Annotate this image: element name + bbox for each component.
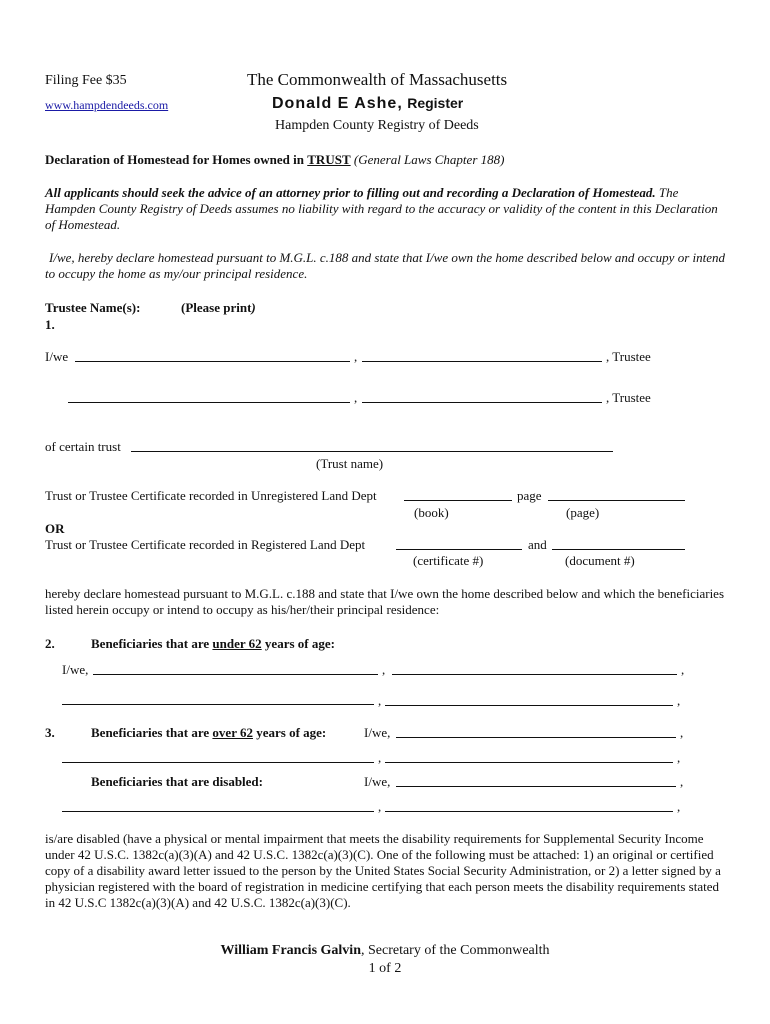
section-3-label-pre: Beneficiaries that are — [91, 725, 210, 740]
section-2-label — [91, 636, 335, 652]
section-3-label — [91, 725, 326, 741]
register-name: Donald E Ashe, — [272, 95, 403, 112]
document-field[interactable] — [552, 538, 685, 550]
trustee-3-field[interactable] — [68, 391, 350, 403]
under62-comma-2: , — [681, 662, 685, 677]
certificate-caption: (certificate #) — [413, 553, 484, 568]
please-print — [181, 300, 256, 316]
trustee-1-field[interactable] — [75, 350, 350, 362]
disabled-iwe: I/we, — [364, 774, 391, 789]
under62-field-4[interactable] — [385, 694, 673, 706]
commonwealth-title: The Commonwealth of Massachusetts — [247, 70, 508, 89]
title-trust-word: TRUST — [307, 152, 351, 167]
register-heading — [272, 95, 463, 113]
trustee-label: Trustee Name(s): — [45, 300, 141, 315]
trustee-number: 1. — [45, 317, 55, 332]
disabled-comma-2: , — [378, 799, 382, 814]
document-title — [45, 152, 504, 168]
website-link[interactable]: www.hampdendeeds.com — [45, 98, 169, 112]
trustee-2-field[interactable] — [362, 350, 602, 362]
and-word: and — [528, 537, 547, 552]
title-law-ref: (General Laws Chapter 188) — [353, 152, 505, 167]
or-label: OR — [45, 521, 65, 536]
page-word: page — [517, 488, 542, 503]
over62-field-1[interactable] — [396, 726, 676, 738]
book-caption: (book) — [414, 505, 449, 520]
section-2-iwe: I/we, — [62, 662, 89, 677]
please-print-text: (Please print — [181, 300, 252, 315]
disabled-field-3[interactable] — [385, 800, 673, 812]
section-3-label-post: years of age: — [256, 725, 327, 740]
over62-comma-2: , — [378, 750, 382, 765]
disability-requirements: is/are disabled (have a physical or mental impairment that meets the disability requirements for Supplemental Security Income under 42 U.S.C. 1382c(a)(3)(A) and 42 U.S.C. 1382c(a)(3)(C). One of the following must be attached: 1) an original or certified copy of a disability award letter issued to the person by the United States Social Security Administration, or 2) a letter signed by a physician registered with the board of registration in medicine certifying that each person meets the disability requirements stated in 42 U.S.C 1382c(a)(3)(A) and 42 U.S.C. 1382c(a)(3)(C). — [45, 831, 721, 910]
trustee-4-field[interactable] — [362, 391, 602, 403]
trust-name-caption: (Trust name) — [316, 456, 384, 471]
please-print-close: ) — [251, 300, 256, 315]
title-prefix: Declaration of Homestead for Homes owned in — [45, 152, 305, 167]
trustee-iwe: I/we — [45, 349, 69, 364]
trustee-suffix-1: , Trustee — [606, 349, 651, 364]
register-title: Register — [407, 95, 464, 111]
filing-fee: Filing Fee $35 — [45, 73, 127, 88]
disabled-field-2[interactable] — [62, 800, 374, 812]
over62-comma-1: , — [680, 725, 684, 740]
trustee-suffix-2: , Trustee — [606, 390, 651, 405]
section-3-iwe: I/we, — [364, 725, 391, 740]
certificate-field[interactable] — [396, 538, 522, 550]
under62-comma-1: , — [382, 662, 386, 677]
trust-name-field[interactable] — [131, 440, 613, 452]
section-3-label-over: over 62 — [212, 725, 253, 740]
page-number: 1 of 2 — [368, 961, 402, 976]
section-2-number: 2. — [45, 636, 55, 651]
disabled-comma-3: , — [677, 799, 681, 814]
secretary-name: William Francis Galvin — [220, 943, 361, 958]
declare-intro: I/we, hereby declare homestead pursuant to M.G.L. c.188 and state that I/we own the home described below and occupy or intend to occupy the home as my/our principal residence. — [45, 250, 725, 281]
under62-field-1[interactable] — [93, 663, 378, 675]
section-2-label-under: under 62 — [212, 636, 262, 651]
attorney-advice — [45, 185, 725, 233]
registry-name: Hampden County Registry of Deeds — [275, 118, 479, 133]
document-caption: (document #) — [565, 553, 635, 568]
over62-comma-3: , — [677, 750, 681, 765]
unregistered-label: Trust or Trustee Certificate recorded in Unregistered Land Dept — [45, 488, 377, 503]
under62-comma-4: , — [677, 693, 681, 708]
disabled-label: Beneficiaries that are disabled: — [91, 774, 263, 789]
trustee-comma-1: , — [354, 349, 358, 364]
trustee-comma-2: , — [354, 390, 358, 405]
secretary-title: , Secretary of the Commonwealth — [360, 943, 550, 958]
footer-secretary — [0, 943, 770, 959]
over62-field-2[interactable] — [62, 751, 374, 763]
advice-bold: All applicants should seek the advice of an attorney prior to filling out and recording a Declaration of Homestead. — [45, 185, 656, 200]
beneficiaries-intro: hereby declare homestead pursuant to M.G.L. c.188 and state that I/we own the home described below and which the beneficiaries listed herein occupy or intend to occupy as his/her/their principal residence: — [45, 586, 725, 617]
section-3-number: 3. — [45, 725, 55, 740]
advice-rest: The Hampden County Registry of Deeds assumes no liability with regard to the accuracy or validity of the content in this Declaration of Homestead. — [45, 185, 718, 232]
disabled-comma-1: , — [680, 774, 684, 789]
over62-field-3[interactable] — [385, 751, 673, 763]
section-2-label-post: years of age: — [264, 636, 335, 651]
under62-field-2[interactable] — [392, 663, 677, 675]
of-certain-trust: of certain trust — [45, 439, 121, 454]
page-field[interactable] — [548, 489, 685, 501]
book-field[interactable] — [404, 489, 512, 501]
under62-comma-3: , — [378, 693, 382, 708]
section-2-label-pre: Beneficiaries that are — [91, 636, 210, 651]
under62-field-3[interactable] — [62, 693, 374, 705]
disabled-field-1[interactable] — [396, 775, 676, 787]
page-caption: (page) — [566, 505, 600, 520]
registered-label: Trust or Trustee Certificate recorded in Registered Land Dept — [45, 537, 366, 552]
